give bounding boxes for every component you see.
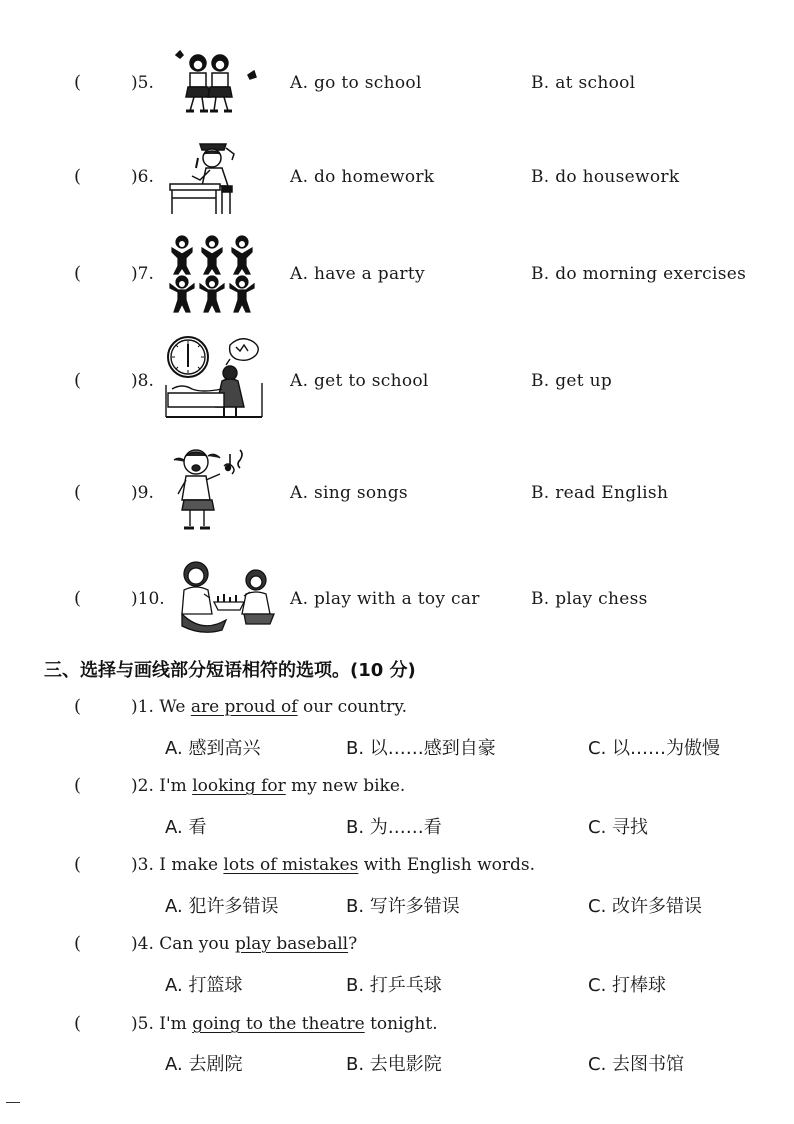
option-a: A. 感到高兴 [165,738,261,759]
answer-paren-open: ( [74,933,82,954]
sentence-end: tonight. [364,1014,438,1034]
underlined-phrase: going to the theatre [192,1014,365,1034]
option-b: B. 打乒乓球 [346,975,442,996]
option-b: B. get up [531,371,613,391]
question-sentence [131,776,405,796]
answer-paren-open: ( [74,482,82,503]
question-number: )5. [131,1014,154,1034]
answer-paren-open: ( [74,854,82,875]
option-b: B. 为……看 [346,817,442,838]
question-number: )4. [131,934,154,954]
girl-singing-icon [164,446,250,534]
option-b: B. at school [531,73,636,93]
option-b: B. 写许多错误 [346,896,460,917]
question-number: )2. [131,776,154,796]
sentence-start: Can you [153,934,235,954]
option-c: C. 寻找 [588,817,649,838]
answer-paren-open: ( [74,588,82,609]
option-c: C. 去图书馆 [588,1054,685,1075]
option-a: A. 看 [165,817,207,838]
option-a: A. 打篮球 [165,975,243,996]
underlined-phrase: looking for [192,776,286,796]
answer-paren-open: ( [74,696,82,717]
sentence-start: I make [153,855,224,875]
sentence-start: I'm [153,1014,193,1034]
question-number: )8. [131,371,154,391]
option-a: A. go to school [290,73,422,93]
option-b: B. 去电影院 [346,1054,442,1075]
question-number: )9. [131,483,154,503]
answer-paren-open: ( [74,72,82,93]
answer-paren-open: ( [74,263,82,284]
question-number: )10. [131,589,165,609]
children-playing-chess-icon [174,556,284,638]
underlined-phrase: play baseball [234,934,349,954]
question-number: )7. [131,264,154,284]
clock-and-bed-icon [164,333,264,423]
question-number: )1. [131,697,154,717]
question-sentence [131,855,535,875]
option-b: B. do morning exercises [531,264,747,284]
page-corner-mark [6,1102,20,1103]
answer-paren-open: ( [74,775,82,796]
option-c: C. 以……为傲慢 [588,738,721,759]
option-b: B. read English [531,483,669,503]
option-b: B. 以……感到自豪 [346,738,496,759]
sentence-start: We [153,697,191,717]
option-c: C. 改许多错误 [588,896,703,917]
sentence-end: my new bike. [285,776,406,796]
underlined-phrase: lots of mistakes [223,855,359,875]
option-a: A. 犯许多错误 [165,896,279,917]
option-b: B. do housework [531,167,680,187]
sentence-end: ? [348,934,358,954]
option-a: A. do homework [290,167,435,187]
question-number: )5. [131,73,154,93]
sentence-start: I'm [153,776,193,796]
option-a: A. play with a toy car [290,589,480,609]
sentence-end: with English words. [358,855,536,875]
answer-paren-open: ( [74,166,82,187]
answer-paren-open: ( [74,370,82,391]
option-a: A. sing songs [290,483,408,503]
underlined-phrase: are proud of [190,697,298,717]
section-title: 三、选择与画线部分短语相符的选项。(10 分) [44,660,416,681]
option-b: B. play chess [531,589,648,609]
two-children-walking-icon [166,45,264,117]
option-a: A. have a party [290,264,425,284]
sentence-end: our country. [297,697,408,717]
option-a: A. get to school [290,371,429,391]
question-sentence [131,934,357,954]
option-a: A. 去剧院 [165,1054,243,1075]
question-sentence [131,697,407,717]
answer-paren-open: ( [74,1013,82,1034]
children-exercising-icon [166,234,262,314]
girl-at-desk-writing-icon [166,140,240,216]
question-sentence [131,1014,438,1034]
question-number: )6. [131,167,154,187]
question-number: )3. [131,855,154,875]
option-c: C. 打棒球 [588,975,667,996]
